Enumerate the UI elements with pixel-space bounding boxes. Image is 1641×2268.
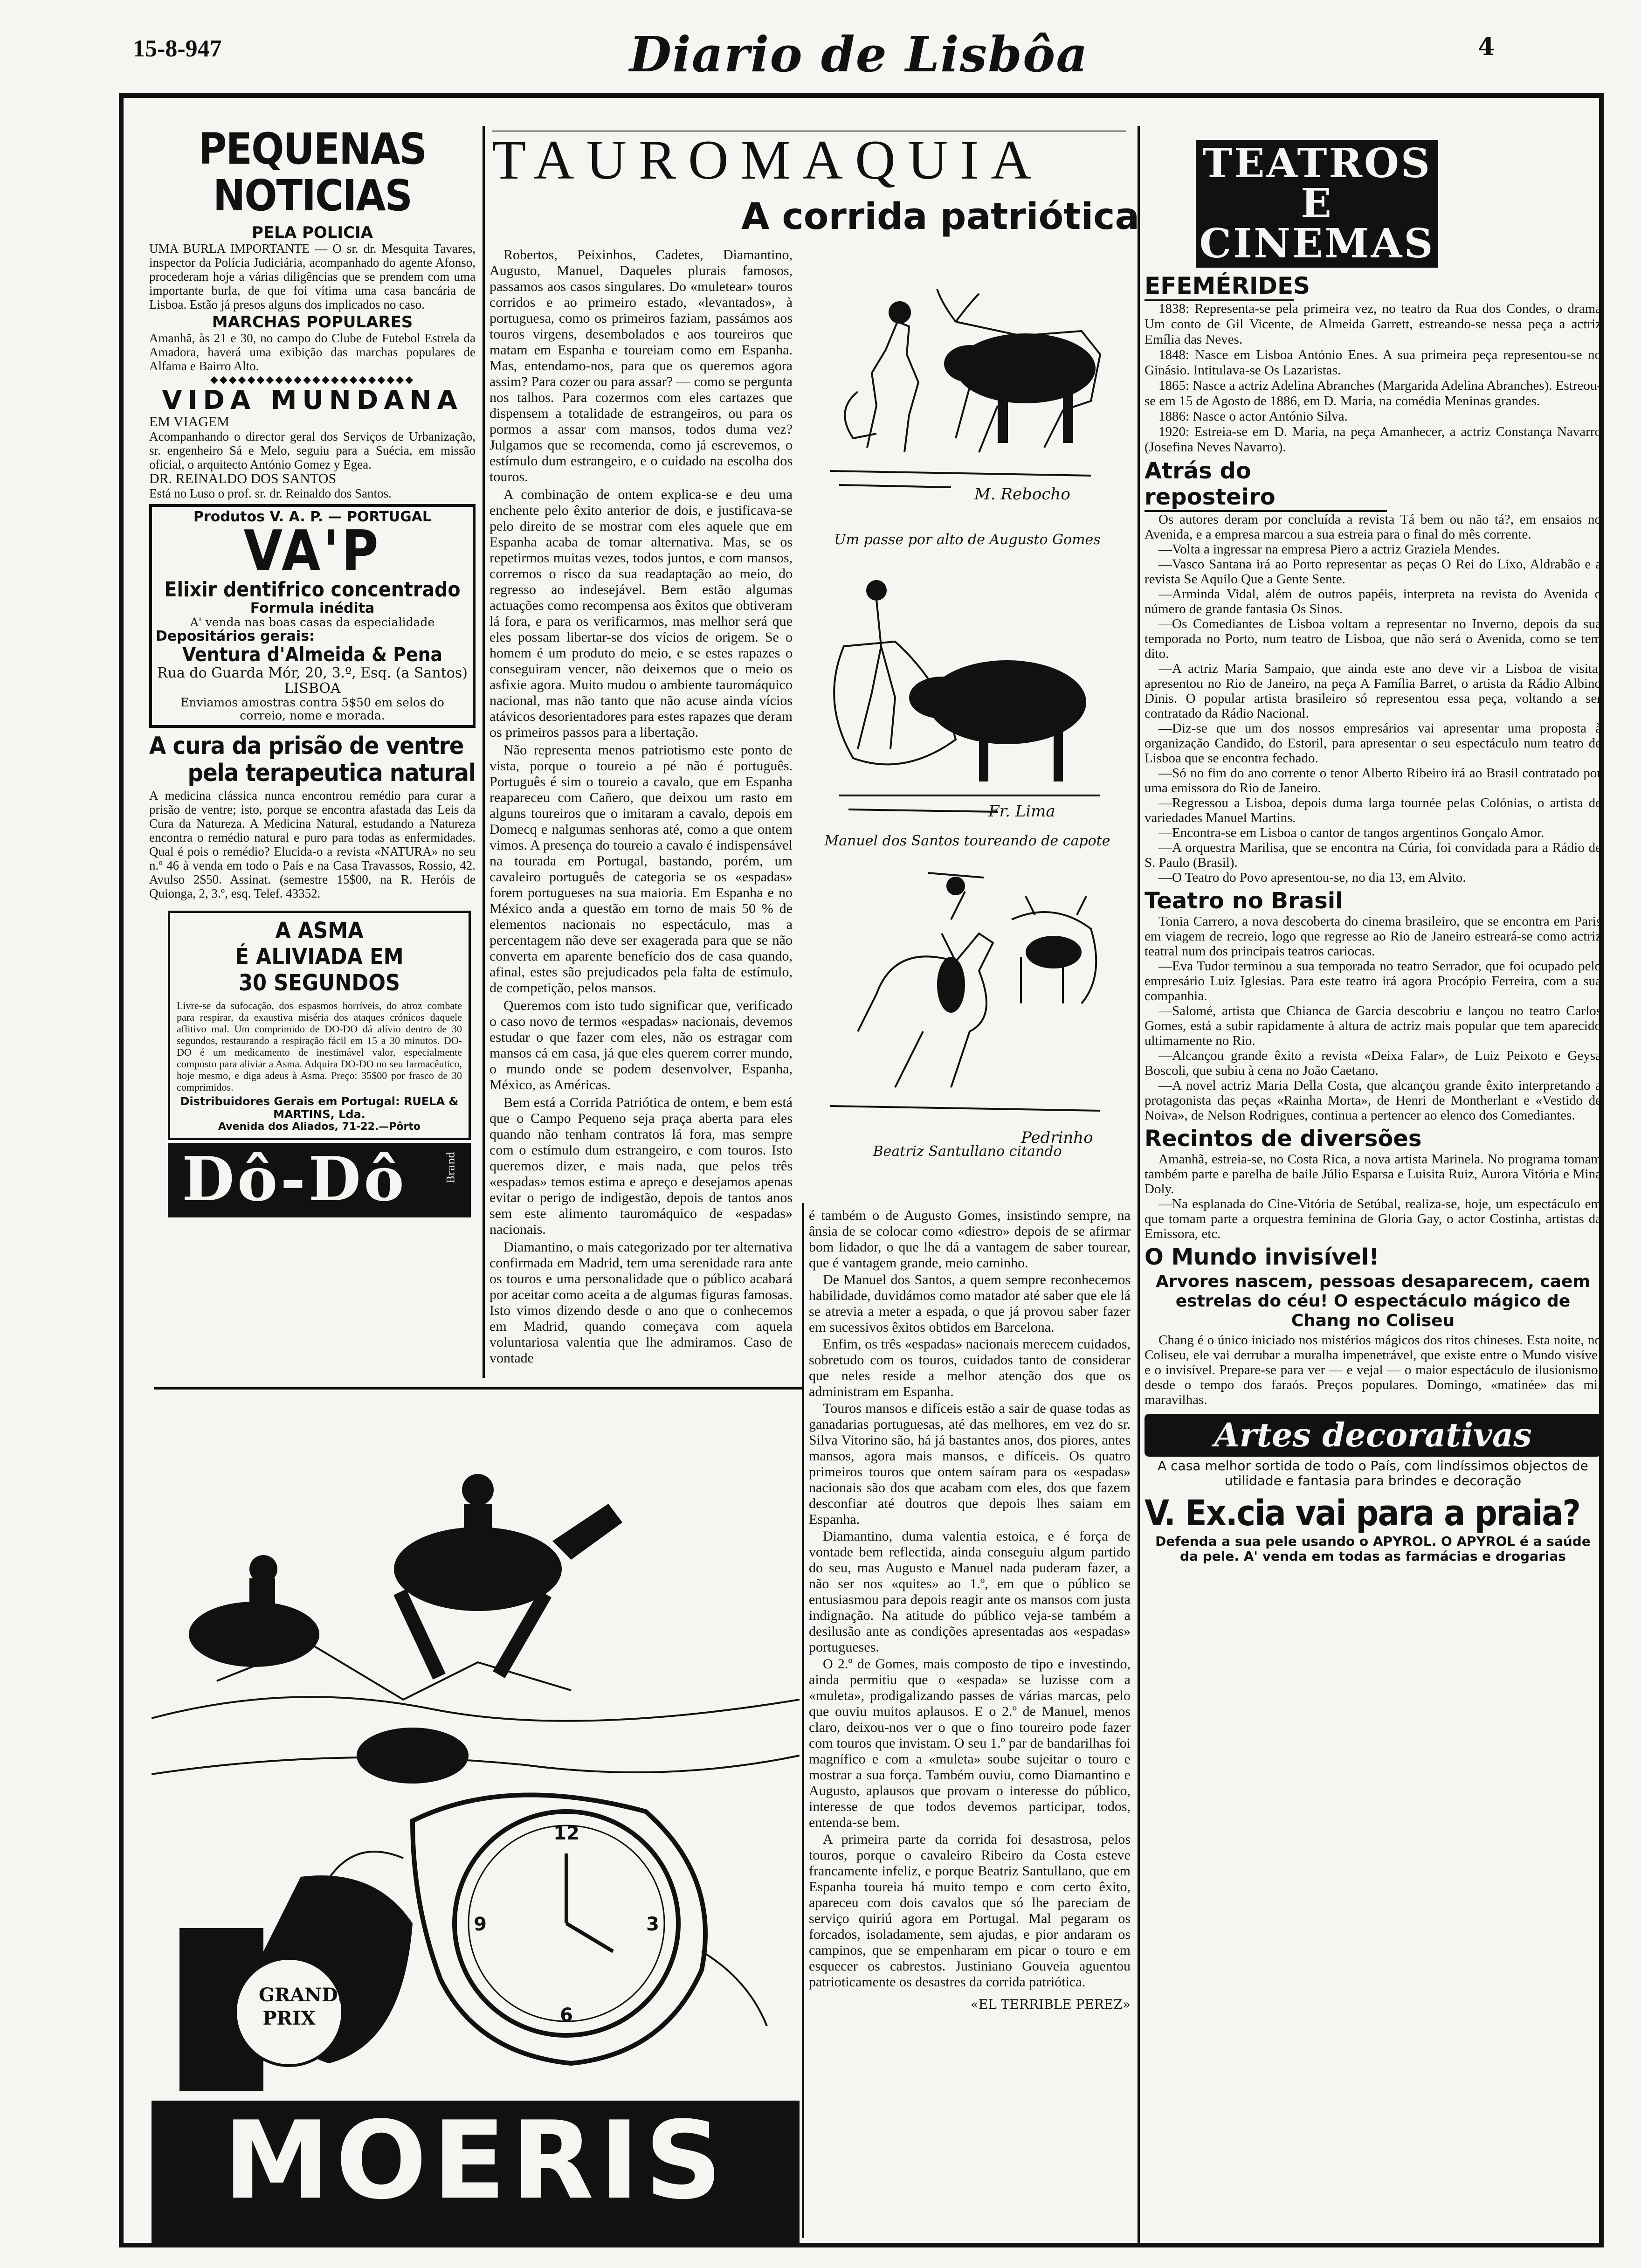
- section-rule: [154, 1387, 802, 1390]
- tauro-paragraph: é também o de Augusto Gomes, insistindo sempre, na ânsia de se colocar como «diestro» depois de se afirmar bom lidador, o que lhe dá a vantagem de saber tourear, que é vantagem grande, meio caminho.: [809, 1208, 1131, 1271]
- article-signature: «EL TERRIBLE PEREZ»: [970, 1997, 1131, 2012]
- dodo-line1: A ASMA: [275, 918, 364, 944]
- column-rule: [802, 1203, 804, 2238]
- vap-product: Elixir dentifrico concentrado: [164, 578, 461, 602]
- moeris-advertisement: [152, 1392, 800, 2245]
- tauro-paragraph: Touros mansos e difíceis estão a sair de quase todas as ganadarias portuguesas, até das melhores, em vez do sr. Silva Vitorino são, há já bastantes anos, dos piores, antes mansos, agora mais mansos, e difíceis. Os quatro primeiros touros que ontem saíram para os «espadas» nacionais são dos que acabam com eles, dos que fazem desconfiar até doutros que depois lhes saiam em Espanha.: [809, 1401, 1131, 1527]
- vap-logo: VA'P: [243, 519, 381, 584]
- viagem-text: Acompanhando o director geral dos Serviços de Urbanização, sr. engenheiro Sá e Melo, seguiu para a Suécia, em missão oficial, o arquitecto António Gomez y Egea.: [149, 429, 476, 471]
- caption-2: Manuel dos Santos toureando de capote: [824, 833, 1110, 849]
- atras-list: [1145, 512, 1601, 885]
- svg-text:3: 3: [646, 1914, 659, 1935]
- moeris-brand: MOERIS: [223, 2099, 728, 2223]
- artes-text: A casa melhor sortida de todo o País, com lindíssimos objectos de utilidade e fantasia para brindes e decoração: [1158, 1458, 1588, 1488]
- atras-item: —O Teatro do Povo apresentou-se, no dia 13, em Alvito.: [1158, 870, 1466, 885]
- marchas-text: Amanhã, às 21 e 30, no campo do Clube de Futebol Estrela da Amadora, haverá uma exibição das marchas populares de Alfama e Bairro Alto.: [149, 331, 476, 373]
- brasil-item: —Eva Tudor terminou a sua temporada no teatro Serrador, que foi ocupado pelo empresário Luiz Iglesias. Para este teatro irá agora Procópio Ferreira, com a sua companhia.: [1145, 959, 1601, 1003]
- atras-item: —Só no fim do ano corrente o tenor Alberto Ribeiro irá ao Brasil contratado por uma emissora do Rio de Janeiro.: [1145, 766, 1601, 795]
- recintos-item: Amanhã, estreia-se, no Costa Rica, a nova artista Marinela. No programa tomam também parte e parelha de baile Júlio Esparsa e Luisita Ruiz, Aurora Vitória e Mina Doly.: [1145, 1152, 1601, 1196]
- cura-title-line1: A cura da prisão de ventre: [149, 732, 464, 760]
- atras-item: —Diz-se que um dos nossos empresários vai apresentar uma proposta à organização Candido, do Estoril, para apresentar o seu espectáculo num teatro de Lisboa que se encontra fechado.: [1145, 721, 1601, 766]
- pequenas-noticias-title: PEQUENAS NOTICIAS: [198, 126, 427, 221]
- tauro-paragraph: Queremos com isto tudo significar que, verificado o caso novo de termos «espadas» nacionais, devemos estudar o que fazer com eles, não os estragar com mansos cá em casa, já que eles querem correr mundo, o mundo onde se podem desenvolver, Espanha, México, as Américas.: [490, 998, 793, 1093]
- tauro-paragraph: A primeira parte da corrida foi desastrosa, pelos touros, porque o cavaleiro Ribeiro da Costa esteve francamente infeliz, e porque Beatriz Santullano, que em Espanha toureia há muito tempo e com certo êxito, apareceu com dois cavalos que só lhe pareciam de serviço quiriú agora em Portugal. Mal pegaram os forcados, isoladamente, sem ajudas, e pior andaram os campinos, que se empenharam em picar o touro e em esquecer os cabrestos. Justiniano Gouveia aguentou patrioticamente os desastres da corrida patriótica.: [809, 1832, 1131, 1990]
- brasil-heading: Teatro no Brasil: [1145, 888, 1343, 914]
- bullfight-sketch-2: [802, 562, 1133, 823]
- brasil-list: [1145, 914, 1601, 1123]
- column-rule: [1138, 126, 1140, 2243]
- sketch-signature: Fr. Lima: [988, 802, 1055, 821]
- dodo-brand-side: Brand: [445, 1151, 457, 1183]
- atras-item: Os autores deram por concluída a revista Tá bem ou não tá?, em ensaios no Avenida, e a empresa marcou a sua estreia para o final do mês corrente.: [1145, 512, 1601, 542]
- reinaldo-text: Está no Luso o prof. sr. dr. Reinaldo dos Santos.: [149, 486, 392, 500]
- sketch-signature: M. Rebocho: [974, 485, 1070, 504]
- vap-advertisement: [149, 504, 476, 728]
- sketch-signature: Pedrinho: [1021, 1128, 1093, 1147]
- efemeride-item: 1920: Estreia-se em D. Maria, na peça Amanhecer, a actriz Constança Navarro (Josefina Neves Navarro).: [1145, 424, 1601, 455]
- atras-item: —Os Comediantes de Lisboa voltam a representar no Inverno, depois da sua temporada no Porto, num teatro de Lisboa, que não será o Avenida, como se tem dito.: [1145, 616, 1601, 661]
- atras-item: —A actriz Maria Sampaio, que ainda este ano deve vir a Lisboa de visita, apresentou no Rio de Janeiro, na peça A Família Barret, o artista da Rádio Albino Dinis. O popular artista brasileiro só representou essa peça, voltando a ser contratado da Rádio Nacional.: [1145, 661, 1601, 721]
- atras-item: —Encontra-se em Lisboa o cantor de tangos argentinos Gonçalo Amor.: [1158, 825, 1544, 840]
- dodo-line2: É ALIVIADA EM: [235, 944, 404, 970]
- page-number: 4: [1478, 33, 1495, 61]
- efemerides-list: [1145, 301, 1601, 455]
- atras-item: —Regressou a Lisboa, depois duma larga tournée pelas Colónias, o artista de variedades Manuel Martins.: [1145, 795, 1601, 825]
- recintos-item: —Na esplanada do Cine-Vitória de Setúbal, realiza-se, hoje, um espectáculo em que tomam parte a orquestra feminina de Gloria Gay, o actor Costinha, artistas da Emissora, etc.: [1145, 1196, 1601, 1241]
- vap-formula: Formula inédita: [250, 600, 375, 616]
- brasil-item: —Alcançou grande êxito a revista «Deixa Falar», de Luiz Peixoto e Geysa Boscoli, que subiu à cena no João Caetano.: [1145, 1048, 1601, 1078]
- tauro-column-2: [809, 1208, 1131, 2224]
- cura-text: A medicina clássica nunca encontrou remédio para curar a prisão de ventre; isto, porque se encontra afastada das Leis da Cura da Natureza. A Medicina Natural, estudando a Natureza encontra o remédio natural e puro para todas as enfermidades. Qual é pois o remédio? Elucida-o a revista «NATURA» no seu n.º 46 à venda em todo o País e na Casa Travassos, Rossio, 42. Avulso 2$50. Assinat. (semestre 15$00, na R. Heróis de Quionga, 2, 3.º, esq. Telef. 43352.: [149, 788, 476, 900]
- bullfight-sketch-1: [802, 252, 1133, 532]
- reinaldo-heading: DR. REINALDO DOS SANTOS: [149, 471, 337, 486]
- illustrations-column: [802, 252, 1133, 1203]
- tauro-column-1: [490, 247, 793, 1385]
- caption-1: Um passe por alto de Augusto Gomes: [834, 532, 1101, 548]
- corrida-subtitle: A corrida patriótica: [741, 196, 1140, 238]
- svg-text:12: 12: [553, 1823, 579, 1844]
- praia-headline: V. Ex.cia vai para a praia?: [1145, 1492, 1580, 1534]
- dodo-brand-banner: [168, 1143, 471, 1217]
- efemeride-item: 1838: Representa-se pela primeira vez, no teatro da Rua dos Condes, o drama Um conto de Gil Vicente, de Almeida Garrett, estreando-se nessa peça a actriz Emília das Neves.: [1145, 301, 1601, 347]
- tauro-paragraph: Diamantino, duma valentia estoica, e é força de vontade bem reflectida, ainda conseguiu algum partido do seu, mas Augusto e Manuel nada puderam fazer, a não ser nos «quites» ao 1.º, em que o público se entusiasmou para depois reagir ante os mansos com justa indignação. Na atitude do público veja-se também a desilusão ante as condições apresentadas aos «espadas» portugueses.: [809, 1528, 1131, 1655]
- tauro-paragraph: Não representa menos patriotismo este ponto de vista, porque o toureio a pé não é português. Português é sim o toureio a cavalo, que em Espanha reapareceu com Cañero, que deixou um rasto em alguns toureiros que o imitaram a cavalo, depois em Domecq e nalgumas senhoras até, como a que ontem vimos. A presença do toureio a cavalo é indispensável na tourada em Portugal, bastando, porém, um cavaleiro português de categoria se os «espadas» forem portugueses na sua maioria. Em Espanha e no México anda a questão em torno de mais 50 % de elementos nacionais no espectáculo, mas a percentagem não deve ser exagerada para que se não converta em aparente benefício dos de casa quando, afinal, estes são prejudicados pela falta de estímulo, de competição, pelos mansos.: [490, 742, 793, 996]
- dodo-brand: Dô-Dô: [182, 1143, 407, 1215]
- grands-prix-text-2: PRIX: [262, 2007, 316, 2029]
- mundo-heading: O Mundo invisível!: [1145, 1244, 1379, 1270]
- efemeride-item: 1886: Nasce o actor António Silva.: [1158, 409, 1348, 424]
- dodo-address: Avenida dos Aliados, 71-22.—Pôrto: [218, 1121, 421, 1133]
- tauro-paragraph: De Manuel dos Santos, a quem sempre reconhecemos habilidade, duvidámos como matador até saber que ele lá se atrevia a meter a espada, o que já provou saber fazer em sucessivos êxitos obtidos em Barcelona.: [809, 1272, 1131, 1335]
- right-column: [1145, 140, 1601, 2243]
- brasil-item: —A novel actriz Maria Della Costa, que alcançou grande êxito interpretando a protagonista das peças «Rainha Morta», de Henri de Montherlant e «Vestido de Noiva», de Nelson Rodrigues, continua a pertencer ao elenco dos Comediantes.: [1145, 1078, 1601, 1123]
- vap-top-line: Produtos V. A. P. — PORTUGAL: [193, 509, 432, 525]
- vap-company: Ventura d'Almeida & Pena: [182, 643, 442, 666]
- tauro-paragraph: A combinação de ontem explica-se e deu uma enchente pelo êxito anterior de dois, e justificava-se pelo direito de se mostrar com eles aquele que em Espanha acaba de tomar alternativa. Mas, se os repetirmos muitas vezes, todos juntos, e com mansos, corremos o risco da sua readaptação ao meio, do regresso ao indesejável. Bem estão algumas actuações como recompensa aos êxitos que obtiveram lá fora, e para os verificarmos, mas melhor será que eles possam libertar-se dos vícios de origem. Se o homem é um produto do meio, e se estes rapazes o conseguiram vencer, não deixemos que o meio os asfixie agora. Muito mudou o ambiente tauromáquico nacional, mas não tanto que não acuse ainda vícios atávicos desorientadores para estes rapazes que deram os primeiros passos para a libertação.: [490, 487, 793, 740]
- recintos-heading: Recintos de diversões: [1145, 1126, 1422, 1152]
- apyrol-text: Defenda a sua pele usando o APYROL. O APYROL é a saúde da pele. A' venda em todas as farmácias e drogarias: [1155, 1534, 1591, 1564]
- atras-item: —Volta a ingressar na empresa Piero a actriz Graziela Mendes.: [1158, 542, 1500, 557]
- police-text: UMA BURLA IMPORTANTE — O sr. dr. Mesquita Tavares, inspector da Polícia Judiciária, acompanhado do agente Afonso, procederam hoje a várias diligências que se prendem com uma importante burla, de que foi vítima uma casa bancária de Lisboa. Estão já presos alguns dos implicados no caso.: [149, 242, 476, 311]
- atras-item: —Vasco Santana irá ao Porto representar as peças O Rei do Lixo, Aldrabão e a revista Se Aquilo Que a Gente Sente.: [1145, 557, 1601, 587]
- police-heading: PELA POLICIA: [251, 223, 373, 242]
- vap-samples: Enviamos amostras contra 5$50 em selos do correio, nome e morada.: [180, 696, 444, 722]
- brasil-item: Tonia Carrero, a nova descoberta do cinema brasileiro, que se encontra em Paris em viagem de recreio, logo que regresse ao Rio de Janeiro estreará-se como actriz teatral num dos principais teatros cariocas.: [1145, 914, 1601, 959]
- atras-item: —A orquestra Marilisa, que se encontra na Cúria, foi convidada para a Rádio de S. Paulo (Brasil).: [1145, 840, 1601, 870]
- vida-mundana-title: VIDA MUNDANA: [162, 385, 463, 415]
- masthead: Diario de Lisbôa: [629, 26, 1089, 83]
- column-rule: [483, 126, 485, 1378]
- ornament-divider: ◆◆◆◆◆◆◆◆◆◆◆◆◆◆◆◆◆◆◆◆◆◆: [210, 374, 415, 386]
- tauro-paragraph: Bem está a Corrida Patriótica de ontem, e bem está que o Campo Pequeno seja praça aberta para eles quando não tenham contratos lá fora, mas sempre com o estímulo dum estrangeiro, e com touros. Isto queremos dizer, e mais nada, que pelos três «espadas» temos estima e apreço e desejamos apenas evitar o perigo de indigestão, depois de tantos anos sem este alimento tauromáquico de «espadas» nacionais.: [490, 1095, 793, 1237]
- dodo-line3: 30 SEGUNDOS: [238, 970, 400, 996]
- tauro-paragraph: Robertos, Peixinhos, Cadetes, Diamantino, Augusto, Manuel, Daqueles plurais famosos, passamos aos casos singulares. Do «muletear» touros corridos e ao primeiro estado, «levantados», à portuguesa, como os primeiros faziam, passámos aos touros virgens, desembolados e aos toureiros que matam em Espanha e toureiam como em Espanha. Mas, entendamo-nos, para que os queremos agora assim? Para cozer ou para assar? — como se pergunta nos talhos. Para cozermos com eles cartazes que dispensem a totalidade de estrangeiros, ou para os pormos a assar com mansos, todos duma vez? Julgamos que se recomenda, como já escrevemos, o estímulo dum estrangeiro, e o cuidado na escolha dos touros.: [490, 247, 793, 484]
- svg-text:6: 6: [560, 2005, 573, 2026]
- mundo-text: Chang é o único iniciado nos mistérios mágicos dos ritos chineses. Esta noite, no Coliseu, ele vai derrubar a muralha impenetrável, que existe entre o Mundo visível e o invisível. Prepare-se para ver — e vejal — o maior espectáculo de ilusionismo, desde o tempo dos faraós. Preços populares. Domingo, «matinée» das mil maravilhas.: [1145, 1333, 1601, 1407]
- vap-sale: A' venda nas boas casas da especialidade: [190, 615, 435, 629]
- atras-item: —Arminda Vidal, além de outros papéis, interpreta na revista do Avenida o número de grande fantasia Os Sinos.: [1145, 587, 1601, 616]
- brasil-item: —Salomé, artista que Chianca de Garcia descobriu e lançou no teatro Carlos Gomes, está a subir rapidamente à altura de actriz mais popular que tem aparecido ultimamente no Rio.: [1145, 1003, 1601, 1048]
- vap-address: Rua do Guarda Mór, 20, 3.º, Esq. (a Santos) LISBOA: [157, 665, 468, 697]
- efemeride-item: 1865: Nasce a actriz Adelina Abranches (Margarida Adelina Abranches). Estreou-se em 15 de Agosto de 1886, em D. Maria, na comédia Meninas grandes.: [1145, 378, 1601, 408]
- tauro-paragraph: Diamantino, o mais categorizado por ter alternativa confirmada em Madrid, tem uma serenidade rara ante os touros e uma personalidade que o público acabará por aceitar como aceita a de algumas figuras famosas. Isto vimos dizendo desde o ano que o conhecemos em Madrid, quando começava com aquela voluntariosa valentia que lhe admiramos. Caso de vontade: [490, 1239, 793, 1366]
- issue-date: 15-8-947: [133, 35, 222, 62]
- efemeride-item: 1848: Nasce em Lisboa António Enes. A sua primeira peça representou-se no Ginásio. Intitulava-se Os Lazaristas.: [1145, 347, 1601, 378]
- tauro-paragraph: Enfim, os três «espadas» nacionais merecem cuidados, sobretudo com os touros, cuidados tanto de considerar que neles reside a melhor atenção dos que os administram em Espanha.: [809, 1336, 1131, 1399]
- page-header: [0, 0, 1641, 93]
- efemerides-heading: EFEMÉRIDES: [1145, 272, 1294, 301]
- cura-title-line2: pela terapeutica natural: [187, 759, 476, 787]
- artes-decorativas-banner: Artes decorativas: [1145, 1414, 1601, 1457]
- tauromaquia-title: TAUROMAQUIA: [492, 129, 1044, 191]
- teatros-cinemas-banner: [1196, 140, 1438, 268]
- mundo-subheading: Arvores nascem, pessoas desaparecem, caem estrelas do céu! O espectáculo mágico de Chang no Coliseu: [1156, 1272, 1590, 1330]
- cinemas-title: E CINEMAS: [1199, 180, 1435, 267]
- dodo-text: Livre-se da sufocação, dos espasmos horríveis, do atroz combate para respirar, da exaustiva miséria dos ataques crónicos daquele aflitivo mal. Um comprimido de DO-DO dá alívio dentro de 30 segundos, restaurando a respiração fácil em 15 a 30 minutos. DO-DO é um medicamento de inestimável valor, especialmente composto para aliviar a Asma. Adquira DO-DO no seu farmacêutico, hoje mesmo, e diga adeus à Asma. Preço: 35$00 por frasco de 30 comprimidos.: [177, 1000, 462, 1093]
- viagem-heading: EM VIAGEM: [149, 414, 229, 429]
- atras-heading: Atrás do reposteiro: [1145, 458, 1387, 512]
- dodo-advertisement: [168, 911, 471, 1140]
- dodo-distributors: Distribuidores Gerais em Portugal: RUELA & MARTINS, Lda.: [180, 1095, 459, 1121]
- tauro-paragraph: O 2.º de Gomes, mais composto de tipo e investindo, ainda permitiu que o «espada» se luzisse com a «muleta», prodigalizando passes de várias marcas, pelo que ouviu muitos aplausos. E o 2.º de Manuel, menos claro, deixou-nos ver o que o fino toureiro pode fazer com touros que invistam. O seu 1.º par de bandarilhas foi magnífico e com a «muleta» soube sujeitar o touro e mostrar a sua força. Também ouviu, como Diamantino e Augusto, aplausos que provam o interesse do público, interesse de que todos devemos participar, todos, entenda-se bem.: [809, 1656, 1131, 1830]
- svg-text:9: 9: [474, 1914, 487, 1935]
- marchas-heading: MARCHAS POPULARES: [212, 313, 413, 332]
- teatros-title: TEATROS: [1202, 140, 1432, 187]
- left-column: [149, 126, 476, 1385]
- caption-3: Beatriz Santullano citando: [873, 1143, 1062, 1160]
- bullfight-sketch-3: [802, 864, 1133, 1153]
- vap-depositarios: Depositários gerais:: [156, 628, 315, 644]
- grands-prix-text-1: GRANDS: [259, 1984, 352, 2006]
